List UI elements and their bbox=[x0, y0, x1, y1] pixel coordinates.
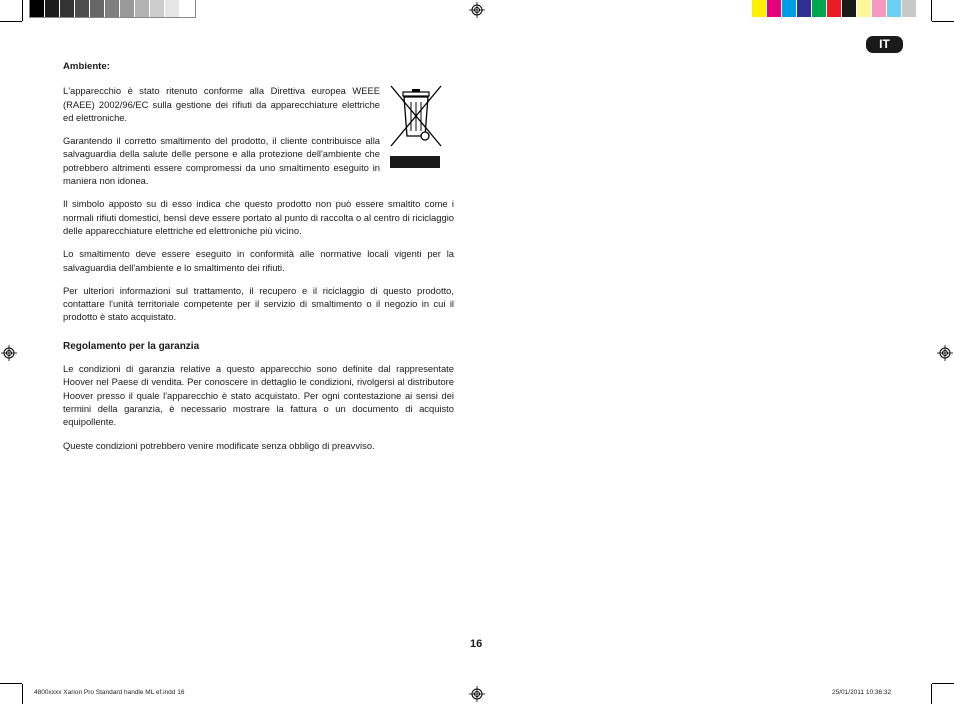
crop-mark-top-left-h bbox=[0, 21, 22, 22]
crop-mark-top-right-v bbox=[931, 0, 932, 21]
gray-swatch-10 bbox=[165, 0, 180, 17]
gray-color-bar bbox=[30, 0, 195, 17]
crop-mark-bottom-left-v bbox=[22, 684, 23, 704]
gray-swatch-3 bbox=[60, 0, 75, 17]
registration-mark-left-icon bbox=[1, 345, 17, 361]
warranty-paragraph-1: Le condizioni di garanzia relative a questo apparecchio sono definite dal rappresentate Hoover nel Paese di vendita. Per conoscere in dettaglio le condizioni, rivolgersi al distributore Hoover presso il quale l'apparecchio è stato acquistato. Per ogni contestazione ai sensi dei termini della garanzia, è necessario mostrare la fattura o un documento di acquisto equipollente. bbox=[63, 363, 454, 428]
slug-timestamp: 25/01/2011 10:36:32 bbox=[832, 689, 892, 696]
gray-swatch-4 bbox=[75, 0, 90, 17]
registration-mark-bottom-icon bbox=[469, 686, 485, 702]
color-swatch-4 bbox=[797, 0, 812, 17]
environment-paragraph-1: L'apparecchio è stato ritenuto conforme alla Direttiva europea WEEE (RAEE) 2002/96/EC sulla gestione dei rifiuti da apparecchiature elettriche ed elettroniche. bbox=[63, 85, 380, 123]
environment-heading: Ambiente: bbox=[63, 61, 110, 72]
gray-swatch-11 bbox=[180, 0, 195, 17]
gray-swatch-5 bbox=[90, 0, 105, 17]
gray-swatch-9 bbox=[150, 0, 165, 17]
gray-swatch-6 bbox=[105, 0, 120, 17]
gray-swatch-2 bbox=[45, 0, 60, 17]
cmyk-color-bar bbox=[752, 0, 917, 17]
color-swatch-5 bbox=[812, 0, 827, 17]
environment-paragraph-4: Lo smaltimento deve essere eseguito in conformità alle normative locali vigenti per la salvaguardia dell'ambiente e lo smaltimento dei rifiuti. bbox=[63, 248, 454, 273]
warranty-heading: Regolamento per la garanzia bbox=[63, 340, 200, 352]
color-swatch-9 bbox=[872, 0, 887, 17]
crop-mark-bottom-left-h bbox=[0, 683, 22, 684]
color-swatch-10 bbox=[887, 0, 902, 17]
crop-mark-bottom-right-h bbox=[932, 683, 954, 684]
language-tab: IT bbox=[866, 36, 903, 53]
warranty-paragraph-2: Queste condizioni potrebbero venire modificate senza obbligo di preavviso. bbox=[63, 439, 375, 451]
crop-mark-top-left-v bbox=[22, 0, 23, 21]
gray-swatch-1 bbox=[30, 0, 45, 17]
gray-swatch-8 bbox=[135, 0, 150, 17]
color-swatch-3 bbox=[782, 0, 797, 17]
page-number: 16 bbox=[470, 638, 483, 650]
registration-mark-top-icon bbox=[469, 2, 485, 18]
color-swatch-11 bbox=[902, 0, 917, 17]
registration-mark-right-icon bbox=[937, 345, 953, 361]
color-swatch-8 bbox=[857, 0, 872, 17]
color-swatch-2 bbox=[767, 0, 782, 17]
color-swatch-7 bbox=[842, 0, 857, 17]
gray-swatch-7 bbox=[120, 0, 135, 17]
environment-paragraph-5: Per ulteriori informazioni sul trattamento, il recupero e il riciclaggio di questo prodotto, contattare l'unità territoriale competente per il servizio di smaltimento o il negozio in cui il prodotto è stato acquistato. bbox=[63, 284, 454, 323]
slug-file-info: 4800xxxx Xarion Pro Standard handle ML ef.indd 16 bbox=[34, 689, 185, 696]
environment-paragraph-2: Garantendo il corretto smaltimento del prodotto, il cliente contribuisce alla salvaguardia della salute delle persone e alla protezione dell'ambiente che potrebbero altrimenti essere compromessi da uno smaltimento eseguito in maniera non idonea. bbox=[63, 135, 380, 187]
color-swatch-1 bbox=[752, 0, 767, 17]
weee-bin-icon bbox=[386, 84, 444, 168]
crop-mark-top-right-h bbox=[932, 21, 954, 22]
color-swatch-6 bbox=[827, 0, 842, 17]
environment-paragraph-3: Il simbolo apposto su di esso indica che questo prodotto non può essere smaltito come i normali rifiuti domestici, bensì deve essere portato al punto di raccolta o al centro di riciclaggio delle apparecchiature elettriche ed elettroniche più vicino. bbox=[63, 198, 454, 236]
crop-mark-bottom-right-v bbox=[931, 684, 932, 704]
